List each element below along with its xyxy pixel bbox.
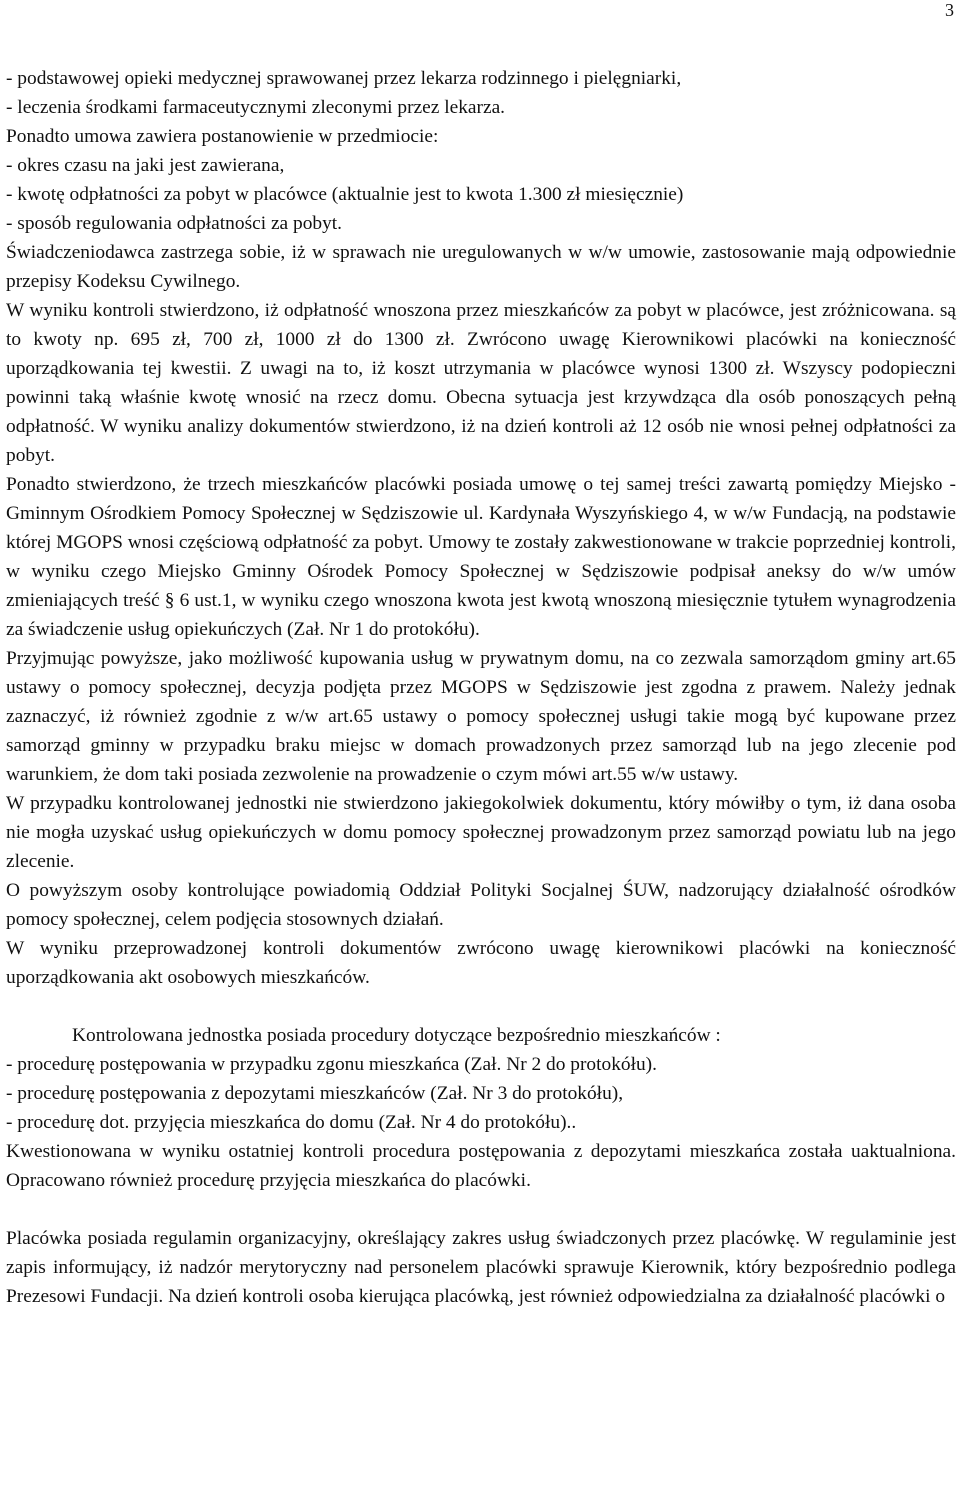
intro-line: - kwotę odpłatności za pobyt w placówce (aktualnie jest to kwota 1.300 zł miesięcznie)	[6, 184, 684, 205]
intro-line: - sposób regulowania odpłatności za pobyt.	[6, 213, 343, 234]
paragraph: W wyniku kontroli stwierdzono, iż odpłatność wnoszona przez mieszkańców za pobyt w placówce, jest zróżnicowana. są to kwoty np. 695 zł, 700 zł, 1000 zł do 1300 zł. Zwrócono uwagę Kierownikowi placówki na konieczność uporządkowania tej kwestii. Z uwagi na to, iż koszt utrzymania w placówce wynosi 1300 zł. Wszyscy podopieczni powinni taką właśnie kwotę wnosić na rzecz domu. Obecna sytuacja jest krzywdząca dla osób ponoszących pełną odpłatność. W wyniku analizy dokumentów stwierdzono, iż na dzień kontroli aż 12 osób nie wnosi pełnej odpłatności za pobyt.	[6, 300, 956, 466]
intro-line: - leczenia środkami farmaceutycznymi zleconymi przez lekarza.	[6, 97, 506, 118]
paragraph: Ponadto stwierdzono, że trzech mieszkańców placówki posiada umowę o tej samej treści zawartą pomiędzy Miejsko - Gminnym Ośrodkiem Pomocy Społecznej w Sędziszowie ul. Kardynała Wyszyńskiego 4, w w/w Fundacją, na podstawie której MGOPS wnosi częściową odpłatność za pobyt. Umowy te zostały zakwestionowane w trakcie poprzedniej kontroli, w wyniku czego Miejsko Gminny Ośrodek Pomocy Społecznej w Sędziszowie podpisał aneksy do w/w umów zmieniających treść § 6 ust.1, w wyniku czego wnoszona kwota jest kwotą wnoszoną miesięcznie tytułem wynagrodzenia za świadczenie usług opiekuńczych (Zał. Nr 1 do protokółu).	[6, 474, 956, 640]
procedures-note: Kwestionowana w wyniku ostatniej kontroli procedura postępowania z depozytami mieszkańca została uaktualniona. Opracowano również procedurę przyjęcia mieszkańca do placówki.	[6, 1141, 956, 1191]
paragraph: O powyższym osoby kontrolujące powiadomią Oddział Polityki Socjalnej ŚUW, nadzorujący działalność ośrodków pomocy społecznej, celem podjęcia stosownych działań.	[6, 880, 956, 930]
paragraph: W wyniku przeprowadzonej kontroli dokumentów zwrócono uwagę kierownikowi placówki na konieczność uporządkowania akt osobowych mieszkańców.	[6, 938, 956, 988]
blank-line	[6, 1195, 956, 1224]
intro-line: - okres czasu na jaki jest zawierana,	[6, 155, 285, 176]
blank-line	[6, 992, 956, 1021]
intro-line: - podstawowej opieki medycznej sprawowanej przez lekarza rodzinnego i pielęgniarki,	[6, 68, 682, 89]
paragraph: Świadczeniodawca zastrzega sobie, iż w sprawach nie uregulowanych w w/w umowie, zastosowanie mają odpowiednie przepisy Kodeksu Cywilnego.	[6, 242, 956, 292]
final-paragraph: Placówka posiada regulamin organizacyjny, określający zakres usług świadczonych przez placówkę. W regulaminie jest zapis informujący, iż nadzór merytoryczny nad personelem placówki sprawuje Kierownik, który bezpośrednio podlega Prezesowi Fundacji. Na dzień kontroli osoba kierująca placówką, jest również odpowiedzialna za działalność placówki o	[6, 1228, 956, 1307]
paragraph: Przyjmując powyższe, jako możliwość kupowania usług w prywatnym domu, na co zezwala samorządom gminy art.65 ustawy o pomocy społecznej, decyzja podjęta przez MGOPS w Sędziszowie jest zgodna z prawem. Należy jednak zaznaczyć, iż również zgodnie z w/w art.65 ustawy o pomocy społecznej usługi takie mogą być kupowane przez samorząd gminny w przypadku braku miejsc w domach prowadzonych przez samorząd lub na jego zlecenie pod warunkiem, że dom taki posiada zezwolenie na prowadzenie o czym mówi art.55 w/w ustawy.	[6, 648, 956, 785]
page-number: 3	[945, 0, 954, 20]
procedures-heading: Kontrolowana jednostka posiada procedury dotyczące bezpośrednio mieszkańców :	[72, 1025, 721, 1046]
paragraph: W przypadku kontrolowanej jednostki nie stwierdzono jakiegokolwiek dokumentu, który mówiłby o tym, iż dana osoba nie mogła uzyskać usług opiekuńczych w domu pomocy społecznej prowadzonym przez samorząd powiatu lub na jego zlecenie.	[6, 793, 956, 872]
procedure-item: - procedurę postępowania z depozytami mieszkańców (Zał. Nr 3 do protokółu),	[6, 1083, 624, 1104]
document-body	[6, 64, 956, 1311]
procedure-item: - procedurę dot. przyjęcia mieszkańca do domu (Zał. Nr 4 do protokółu)..	[6, 1112, 577, 1133]
procedure-item: - procedurę postępowania w przypadku zgonu mieszkańca (Zał. Nr 2 do protokółu).	[6, 1054, 657, 1075]
intro-line: Ponadto umowa zawiera postanowienie w przedmiocie:	[6, 126, 439, 147]
